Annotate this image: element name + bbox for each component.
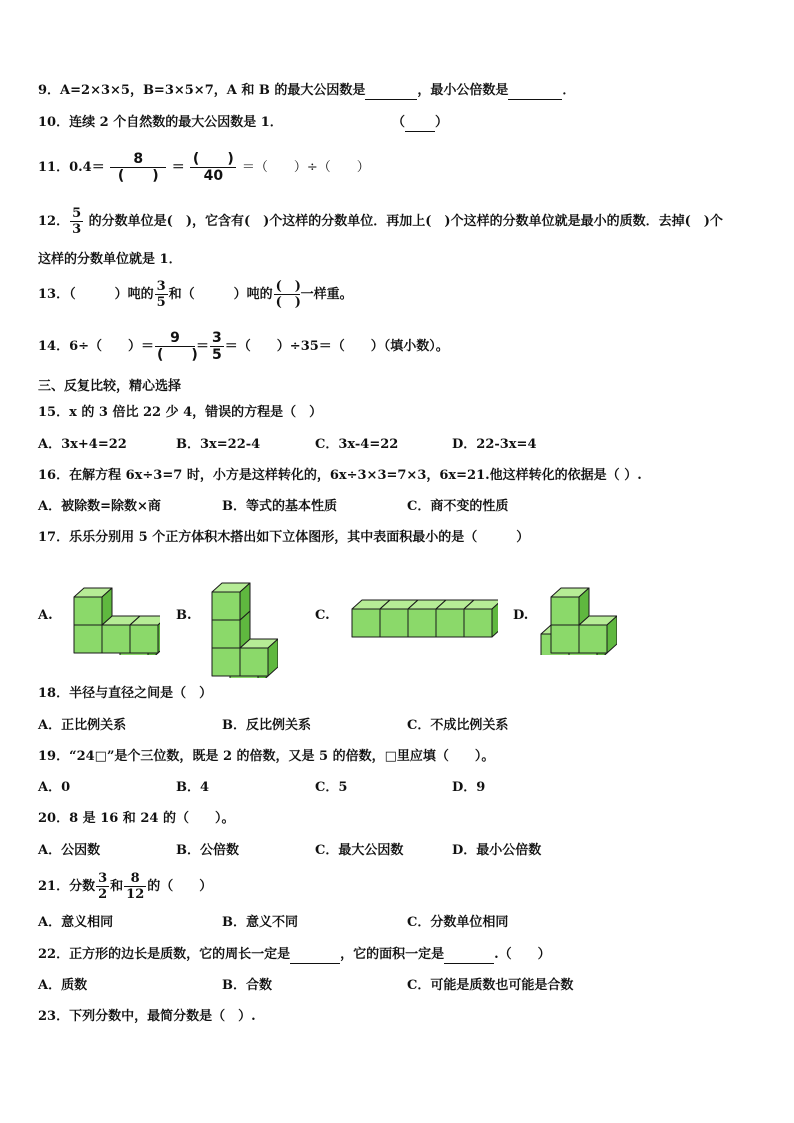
q16-option-c[interactable]: C．商不变的性质 [407,499,509,514]
q22-option-a[interactable]: A．质数 [38,978,88,993]
q16-option-b[interactable]: B．等式的基本性质 [222,499,337,514]
cube-face [579,625,607,653]
q20-option-c[interactable]: C．最大公因数 [315,843,404,858]
q21-fraction-2 [124,872,146,901]
q21-f1-numerator: 3 [98,871,108,886]
q21-fraction-1 [96,872,109,901]
q21-f2-numerator: 8 [124,872,146,887]
q14-f1-denominator[interactable]: ( ) [157,347,198,363]
q21-option-b[interactable]: B．意义不同 [222,915,298,930]
q20-option-a[interactable]: A．公因数 [38,843,101,858]
q13-text-a: 13．（ ）吨的 [38,287,154,302]
question-14 [38,327,449,367]
q11-eq: ＝ [171,160,185,175]
cube-face [436,609,464,637]
q10-paren-open: （ [392,115,406,130]
cube-face [551,625,579,653]
question-11 [38,148,370,188]
q9-text-a: 9．A=2×3×5，B=3×5×7，A 和 B 的最大公因数是 [38,83,366,98]
q13-f1-denominator: 5 [156,295,166,310]
q14-fraction-1 [155,330,198,363]
q12-denominator: 3 [72,222,82,237]
q12-line-2: 这样的分数单位就是 1． [38,252,182,267]
q13-f2-numerator[interactable]: ( ) [275,279,301,294]
q21-option-a[interactable]: A．意义相同 [38,915,114,930]
q11-lead: 11．0.4＝ [38,160,105,175]
cube-face [74,597,102,625]
question-23-stem: 23．下列分数中，最简分数是（ ）. [38,1009,256,1024]
cube-figure-a[interactable] [60,575,160,655]
q10-blank [405,117,435,132]
q21-f1-denominator: 2 [98,887,108,902]
q12-line-1: 的分数单位是( )，它含有( )个这样的分数单位．再加上( )个这样的分数单位就是最小的质数．去掉( )个 [88,214,723,229]
cube-figure-c[interactable] [338,595,498,639]
q13-f1-numerator: 3 [156,279,166,294]
cube-face [380,609,408,637]
q20-option-b[interactable]: B．公倍数 [176,843,239,858]
question-13 [38,276,353,314]
cube-face [551,597,579,625]
q15-option-b[interactable]: B．3x=22-4 [176,437,261,452]
question-20-stem: 20．8 是 16 和 24 的（ ）。 [38,811,235,826]
q21-text-c: 的（ ） [147,879,213,894]
q11-fraction-2 [190,152,236,183]
q12-fraction [70,207,83,236]
cube-face [102,625,130,653]
cube-figure-b[interactable] [198,560,278,678]
q19-option-a[interactable]: A．0 [38,780,71,795]
q22-blank-1[interactable] [290,949,340,964]
q9-text-b: ，最小公倍数是 [417,83,509,98]
q10-paren-close: ） [435,115,449,130]
q17-label-c[interactable]: C. [315,608,330,623]
q14-text-b: ＝（ ）÷35＝（ ）（填小数）。 [224,339,449,354]
q17-label-b[interactable]: B. [176,608,192,623]
q13-f2-denominator[interactable]: ( ) [275,295,301,310]
q11-tail: ＝（ ）÷（ ） [241,160,370,175]
cube-face [212,648,240,676]
q10-answer-paren[interactable] [392,114,448,132]
q17-label-d[interactable]: D. [513,608,529,623]
q14-fraction-2 [210,331,224,362]
q15-option-d[interactable]: D．22-3x=4 [452,437,537,452]
q11-f2-numerator[interactable]: ( ) [190,152,236,168]
cube-face [212,620,240,648]
cube-face [464,609,492,637]
cube-face [74,625,102,653]
q11-fraction-1 [110,152,166,183]
question-12 [38,205,723,239]
section-3-heading: 三、反复比较，精心选择 [38,379,182,394]
question-18-stem: 18．半径与直径之间是（ ） [38,686,213,701]
question-21 [38,868,212,906]
q9-blank-1[interactable] [365,85,417,100]
q14-text-a: 14．6÷（ ）＝ [38,339,155,354]
q15-option-a[interactable]: A．3x+4=22 [38,437,127,452]
cube-figure-d[interactable] [537,575,617,655]
q19-option-d[interactable]: D．9 [452,780,486,795]
q13-text-b: 和（ ）吨的 [168,287,273,302]
q14-eq: ＝ [196,339,210,354]
q18-option-a[interactable]: A．正比例关系 [38,718,127,733]
question-10 [38,114,283,132]
q13-text-c: 一样重。 [300,287,353,302]
q9-text-c: ． [562,83,576,98]
cube-face [212,592,240,620]
q12-numerator: 5 [72,206,82,221]
q17-label-a[interactable]: A. [38,608,53,623]
q21-text-b: 和 [110,879,124,894]
q9-blank-2[interactable] [508,85,562,100]
q22-text-b: ，它的面积一定是 [340,947,445,962]
q22-blank-2[interactable] [444,949,494,964]
cube-face [352,609,380,637]
q15-option-c[interactable]: C．3x-4=22 [315,437,399,452]
q22-option-c[interactable]: C．可能是质数也可能是合数 [407,978,574,993]
q11-f2-denominator: 40 [203,168,224,184]
q18-option-b[interactable]: B．反比例关系 [222,718,311,733]
q21-option-c[interactable]: C．分数单位相同 [407,915,509,930]
q16-option-a[interactable]: A．被除数=除数×商 [38,499,161,514]
question-16-stem: 16．在解方程 6x÷3=7 时，小方是这样转化的，6x÷3×3=7×3，6x=21.他这样转化的依据是（ ）. [38,468,642,483]
q19-option-c[interactable]: C．5 [315,780,348,795]
q20-option-d[interactable]: D．最小公倍数 [452,843,542,858]
q21-f2-denominator: 12 [126,887,145,902]
q22-text-c: .（ ） [494,947,551,962]
q11-f1-denominator[interactable]: ( ) [117,168,159,184]
cube-face [408,609,436,637]
q14-f1-numerator: 9 [155,331,195,347]
q22-text-a: 22．正方形的边长是质数，它的周长一定是 [38,947,291,962]
q22-option-b[interactable]: B．合数 [222,978,272,993]
q13-fraction-1 [155,280,168,309]
cube-face [130,625,158,653]
question-15-stem: 15．x 的 3 倍比 22 少 4，错误的方程是（ ） [38,405,323,420]
q13-fraction-2 [274,280,300,309]
q19-option-b[interactable]: B．4 [176,780,210,795]
q10-text: 10．连续 2 个自然数的最大公因数是 1． [38,115,283,130]
q18-option-c[interactable]: C．不成比例关系 [407,718,509,733]
question-22 [38,946,551,964]
question-19-stem: 19．“24□”是个三位数，既是 2 的倍数，又是 5 的倍数，□里应填（ ）。 [38,749,495,764]
question-17-stem: 17．乐乐分别用 5 个正方体积木搭出如下立体图形，其中表面积最小的是（ ） [38,530,530,545]
q11-f1-numerator: 8 [110,152,166,168]
cube-face [240,648,268,676]
q21-text-a: 21．分数 [38,879,96,894]
q14-f2-numerator: 3 [212,330,222,346]
q14-f2-denominator: 5 [212,347,222,363]
q12-num: 12． [38,214,70,229]
question-9 [38,82,575,100]
